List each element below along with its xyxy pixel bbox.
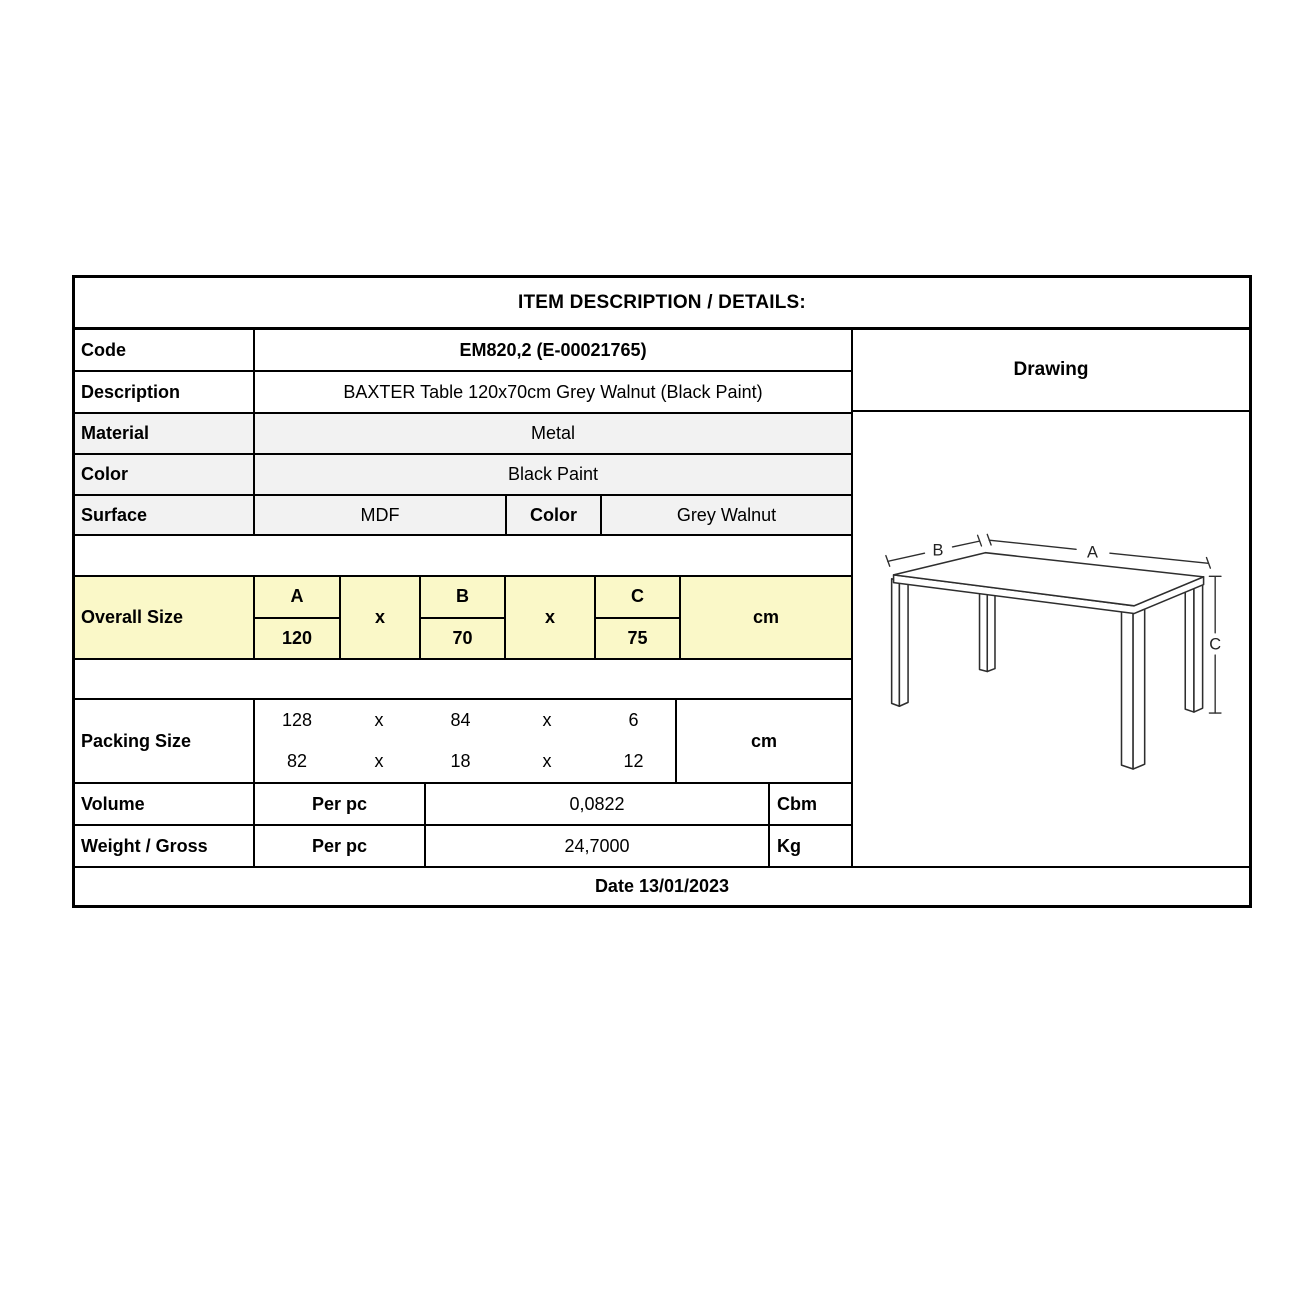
weight-unit: Kg <box>777 835 801 856</box>
surface-label: Surface <box>75 496 255 534</box>
table-leg <box>1194 581 1203 712</box>
table-leg <box>980 590 988 671</box>
table-leg <box>899 578 908 706</box>
material-row <box>75 412 851 453</box>
overall-size-label: Overall Size <box>75 577 255 658</box>
packing-values <box>255 700 677 782</box>
surface-row <box>75 494 851 534</box>
surface-color-label: Color <box>507 496 602 534</box>
code-row <box>75 330 851 370</box>
material-label: Material <box>75 414 255 453</box>
spec-main <box>75 330 1249 866</box>
weight-label: Weight / Gross <box>75 826 255 866</box>
dim-separator-1: x <box>341 577 421 658</box>
table-leg <box>1133 609 1145 769</box>
date-text: Date 13/01/2023 <box>594 876 730 896</box>
packing-separator: x <box>374 710 384 730</box>
packing-value: 12 <box>623 751 644 771</box>
dim-label-b: B <box>932 541 944 560</box>
description-value: BAXTER Table 120x70cm Grey Walnut (Black Paint) <box>343 381 763 402</box>
spacer-row-2 <box>75 658 851 698</box>
overall-size-unit: cm <box>752 607 779 627</box>
material-value: Metal <box>530 423 575 443</box>
volume-value: 0,0822 <box>426 784 770 824</box>
drawing-header: Drawing <box>853 330 1249 412</box>
color-row <box>75 453 851 494</box>
dim-a-cell <box>255 577 341 658</box>
surface-color-value: Grey Walnut <box>676 504 777 525</box>
volume-unit: Cbm <box>777 793 817 814</box>
packing-line-1 <box>255 700 675 741</box>
color-label: Color <box>75 455 255 494</box>
volume-row <box>75 782 851 824</box>
dim-b-cell <box>421 577 506 658</box>
weight-value: 24,7000 <box>426 826 770 866</box>
dim-a-value: 120 <box>281 627 313 648</box>
drawing-panel <box>851 330 1249 866</box>
description-label: Description <box>75 372 255 412</box>
weight-row <box>75 824 851 866</box>
table-leg <box>892 579 900 706</box>
table-leg <box>1185 582 1194 712</box>
dim-label-c: C <box>1209 635 1222 654</box>
spec-table <box>72 275 1252 908</box>
dim-a-letter: A <box>255 577 339 619</box>
packing-size-label: Packing Size <box>75 700 255 782</box>
table-title: ITEM DESCRIPTION / DETAILS: <box>75 278 1249 330</box>
packing-value: 82 <box>286 751 308 771</box>
dim-b-letter: B <box>421 577 504 619</box>
table-leg <box>987 589 995 671</box>
packing-value: 128 <box>281 710 313 730</box>
dim-label-a: A <box>1087 543 1099 562</box>
dim-b-value: 70 <box>452 627 473 648</box>
packing-value: 84 <box>450 710 471 730</box>
spacer-row-1 <box>75 534 851 575</box>
packing-separator: x <box>542 751 552 771</box>
overall-size-row <box>75 575 851 658</box>
packing-separator: x <box>374 751 384 771</box>
color-value: Black Paint <box>507 464 599 484</box>
packing-value: 6 <box>628 710 639 730</box>
volume-per-pc: Per pc <box>255 784 426 824</box>
dim-c-letter: C <box>596 577 679 619</box>
table-illustration <box>853 516 1249 798</box>
code-label: Code <box>75 330 255 370</box>
dim-separator-2: x <box>506 577 596 658</box>
description-row <box>75 370 851 412</box>
code-value: EM820,2 (E-00021765) <box>459 339 647 360</box>
packing-line-2 <box>255 741 675 782</box>
table-leg <box>1122 610 1134 769</box>
surface-material-value: MDF <box>255 496 507 534</box>
spec-left-section <box>75 330 851 866</box>
packing-separator: x <box>542 710 552 730</box>
dim-c-value: 75 <box>627 627 648 648</box>
packing-size-row <box>75 698 851 782</box>
dim-c-cell <box>596 577 681 658</box>
packing-size-unit: cm <box>750 730 777 751</box>
date-row <box>75 866 1249 905</box>
drawing-area <box>853 412 1249 866</box>
packing-value: 18 <box>450 751 471 771</box>
volume-label: Volume <box>75 784 255 824</box>
weight-per-pc: Per pc <box>255 826 426 866</box>
